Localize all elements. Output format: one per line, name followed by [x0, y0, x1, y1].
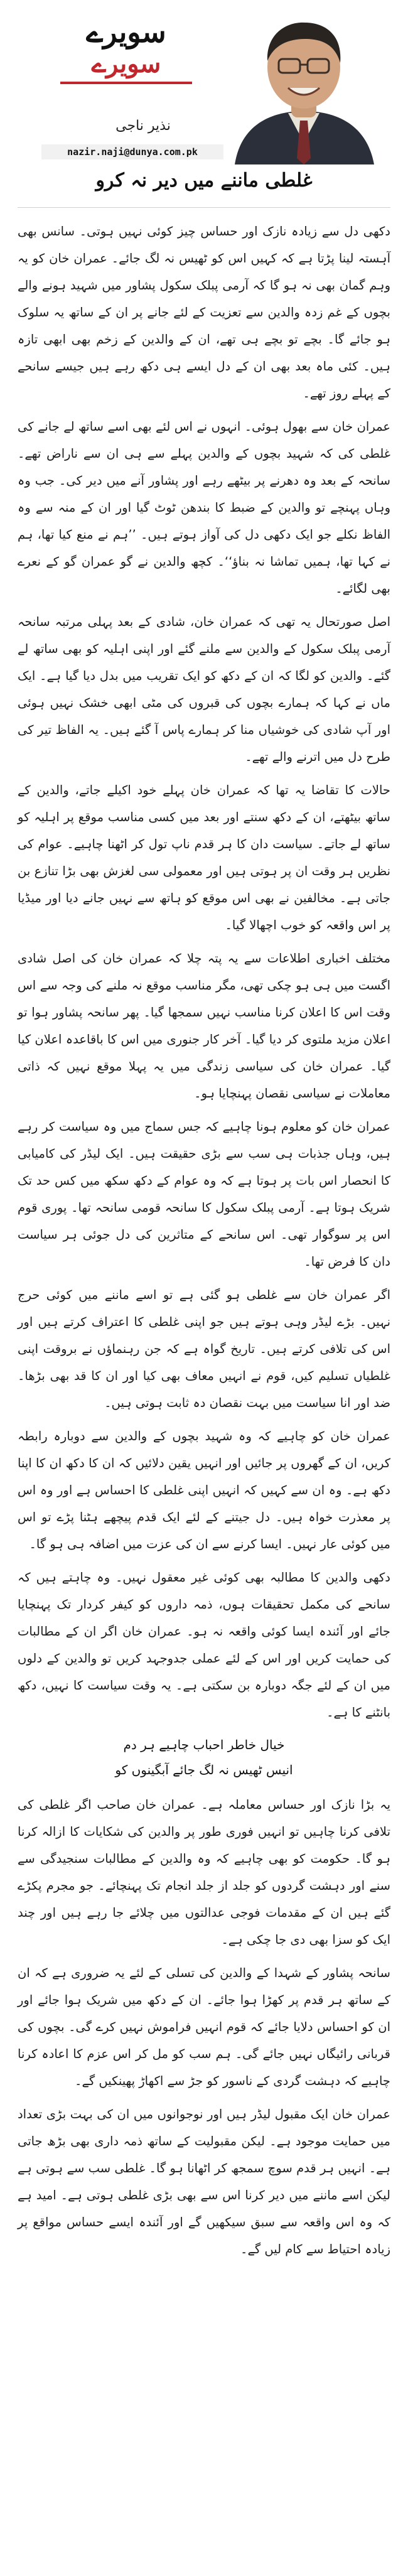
paragraph: عمران خان سے بھول ہوئی۔ انہوں نے اس لئے بھی اسے ساتھ لے جانے کی غلطی کی کہ شہید بچوں کے والدین پہلے سے ہی ان سے ناراض تھے۔ سانحہ کے بعد وہ دھرنے پر بیٹھے رہے اور پشاور آنے میں دیر کی۔ جب وہ وہاں پہنچے تو والدین کے ضبط کا بندھن ٹوٹ گیا اور ان کے منہ سے وہ الفاظ نکلے جو ایک دکھی دل کی آواز ہوتے ہیں۔ ’’ہم نے منع کیا تھا، ہم نے کہا تھا، ہمیں تماشا نہ بناؤ‘‘۔ کچھ والدین نے گو عمران گو کے نعرے بھی لگائے۔ — [18, 419, 390, 596]
paragraph: حالات کا تقاضا یہ تھا کہ عمران خان پہلے خود اکیلے جاتے، والدین کے ساتھ بیٹھتے، ان کے دکھ سنتے اور بعد میں کسی مناسب موقع پر اہلیہ کو ساتھ لے جاتے۔ سیاست دان کا ہر قدم ناپ تول کر اٹھنا چاہیے۔ عوام کی نظریں ہر وقت ان پر ہوتی ہیں اور معمولی سی لغزش بھی بڑا تنازع بن جاتی ہے۔ مخالفین نے بھی اس موقع کو ہاتھ سے نہیں جانے دیا اور میڈیا پر اس واقعہ کو خوب اچھالا گیا۔ — [18, 783, 390, 932]
column-body — [18, 208, 390, 2263]
masthead-title-line2: سویرے — [91, 49, 161, 78]
paragraph: عمران خان کو معلوم ہونا چاہیے کہ جس سماج میں وہ سیاست کر رہے ہیں، وہاں جذبات ہی سب سے بڑی حقیقت ہیں۔ ایک لیڈر کی کامیابی کا انحصار اس بات پر ہوتا ہے کہ وہ عوام کے دکھ سکھ میں کس حد تک شریک ہوتا ہے۔ آرمی پبلک سکول کا سانحہ قومی سانحہ تھا۔ پوری قوم اس پر سوگوار تھی۔ اس سانحے کے متاثرین کی دل جوئی ہر سیاست دان کا فرض تھا۔ — [18, 1119, 390, 1269]
paragraph: اگر عمران خان سے غلطی ہو گئی ہے تو اسے ماننے میں کوئی حرج نہیں۔ بڑے لیڈر وہی ہوتے ہیں جو اپنی غلطی کا اعتراف کرتے ہیں اور اس کی تلافی کرتے ہیں۔ تاریخ گواہ ہے کہ جن رہنماؤں نے بروقت اپنی غلطیاں تسلیم کیں، قوم نے انہیں معاف بھی کیا اور ان کا قد بھی بڑھا۔ ضد اور انا سیاست میں بہت نقصان دہ ثابت ہوتی ہیں۔ — [18, 1288, 390, 1410]
column-title: غلطی ماننے میں دیر نہ کرو — [95, 170, 313, 191]
verse-line-1: خیال خاطر احباب چاہیے ہر دم — [123, 1737, 285, 1752]
paragraph: دکھی والدین کا مطالبہ بھی کوئی غیر معقول نہیں۔ وہ چاہتے ہیں کہ سانحے کی مکمل تحقیقات ہوں، ذمہ داروں کو کیفر کردار تک پہنچایا جائے اور آئندہ ایسا کوئی واقعہ نہ ہو۔ عمران خان اگر ان کے مطالبات کی حمایت کریں اور اس کے لئے عملی جدوجہد کریں تو والدین کے دلوں میں ان کے لئے جگہ دوبارہ بن سکتی ہے۔ یہ وقت سیاست کا نہیں، دکھ بانٹنے کا ہے۔ — [18, 1570, 390, 1720]
paragraph: یہ بڑا نازک اور حساس معاملہ ہے۔ عمران خان صاحب اگر غلطی کی تلافی کرنا چاہیں تو انہیں فوری طور پر والدین کی شکایات کا ازالہ کرنا ہو گا۔ حکومت کو بھی چاہیے کہ وہ والدین کے مطالبات سنجیدگی سے سنے اور دہشت گردوں کو جلد از جلد انجام تک پہنچائے۔ جو مجرم پکڑے گئے ہیں ان کے مقدمات فوجی عدالتوں میں چلائے جا رہے ہیں اور چند ایک کو سزا بھی دی جا چکی ہے۔ — [18, 1797, 390, 1947]
paragraph: مختلف اخباری اطلاعات سے یہ پتہ چلا کہ عمران خان کی اصل شادی اگست میں ہی ہو چکی تھی، مگر مناسب موقع نہ ملنے کی وجہ سے اس وقت اس کا اعلان کرنا مناسب نہیں سمجھا گیا۔ پھر سانحہ پشاور ہوا تو اعلان مزید ملتوی کر دیا گیا۔ آخر کار جنوری میں اس کا باقاعدہ اعلان کیا گیا۔ عمران خان کی سیاسی زندگی میں یہ پہلا موقع نہیں کہ ذاتی معاملات نے سیاسی نقصان پہنچایا ہو۔ — [18, 951, 390, 1101]
masthead-title-line1: سویرے — [86, 15, 166, 49]
paragraph: سانحہ پشاور کے شہدا کے والدین کی تسلی کے لئے یہ ضروری ہے کہ ان کے ساتھ ہر قدم پر کھڑا ہوا جائے۔ ان کے دکھ میں شریک ہوا جائے اور ان کو احساس دلایا جائے کہ قوم انہیں فراموش نہیں کرے گی۔ بچوں کی قربانی رائیگاں نہیں جائے گی۔ ہم سب کو مل کر اس عزم کا اعادہ کرنا چاہیے کہ دہشت گردی کے ناسور کو جڑ سے اکھاڑ پھینکیں گے۔ — [18, 1966, 390, 2088]
masthead-title — [41, 14, 211, 78]
paragraph: دکھی دل سے زیادہ نازک اور حساس چیز کوئی نہیں ہوتی۔ سانس بھی آہستہ لینا پڑتا ہے کہ کہیں اس کو ٹھیس نہ لگ جائے۔ عمران خان کو یہ وہم گمان بھی نہ ہو گا کہ آرمی پبلک سکول پشاور میں شہید ہونے والے بچوں کے غم زدہ والدین سے تعزیت کے لئے جانے پر ان کے ساتھ یہ سلوک ہو جائے گا۔ بچے تو بچے ہی تھے، ان کے والدین کے زخم بھی ابھی تازہ ہیں۔ کئی ماہ بعد بھی ان کے دل ایسے ہی دکھ رہے ہیں جیسے سانحے کے پہلے روز تھے۔ — [18, 224, 390, 401]
paragraph: اصل صورتحال یہ تھی کہ عمران خان، شادی کے بعد پہلی مرتبہ سانحہ آرمی پبلک سکول کے والدین سے ملنے گئے اور اپنی اہلیہ کو بھی ساتھ لے گئے۔ والدین کو لگا کہ ان کے دکھ کو ایک تقریب میں بدل دیا گیا ہے۔ ایک ماں نے کہا کہ ہمارے بچوں کی قبروں کی مٹی ابھی خشک نہیں ہوئی اور آپ شادی کی خوشیاں منا کر ہمارے پاس آ گئے ہیں۔ یہ الفاظ تیر کی طرح دل میں اترنے والے تھے۔ — [18, 615, 390, 764]
author-email: nazir.naji@dunya.com.pk — [41, 144, 223, 159]
masthead-logo — [41, 14, 211, 99]
author-portrait — [228, 8, 379, 164]
poetry-verse — [18, 1732, 390, 1782]
paragraph: عمران خان کو چاہیے کہ وہ شہید بچوں کے والدین سے دوبارہ رابطہ کریں، ان کے گھروں پر جائیں اور انہیں یقین دلائیں کہ ان کا دکھ ان کا اپنا دکھ ہے۔ وہ ان سے کہیں کہ انہیں اپنی غلطی کا احساس ہے اور وہ اس پر معذرت خواہ ہیں۔ دل جیتنے کے لئے ایک قدم پیچھے ہٹنا پڑے تو اس میں کوئی عار نہیں۔ ایسا کرنے سے ان کی عزت میں اضافہ ہی ہو گا۔ — [18, 1429, 390, 1551]
column-header — [18, 0, 390, 208]
masthead-rule — [60, 82, 192, 84]
author-name: نذیر ناجی — [115, 118, 171, 134]
paragraph: عمران خان ایک مقبول لیڈر ہیں اور نوجوانوں میں ان کی بہت بڑی تعداد میں حمایت موجود ہے۔ لیکن مقبولیت کے ساتھ ذمہ داری بھی بڑھ جاتی ہے۔ انہیں ہر قدم سوچ سمجھ کر اٹھانا ہو گا۔ غلطی سب سے ہوتی ہے لیکن اسے ماننے میں دیر کرنا اس سے بھی بڑی غلطی ہوتی ہے۔ امید ہے کہ وہ اس واقعہ سے سبق سیکھیں گے اور آئندہ ایسے حساس مواقع پر زیادہ احتیاط سے کام لیں گے۔ — [18, 2107, 390, 2256]
verse-line-2: انیس ٹھیس نہ لگ جائے آبگینوں کو — [115, 1762, 293, 1777]
